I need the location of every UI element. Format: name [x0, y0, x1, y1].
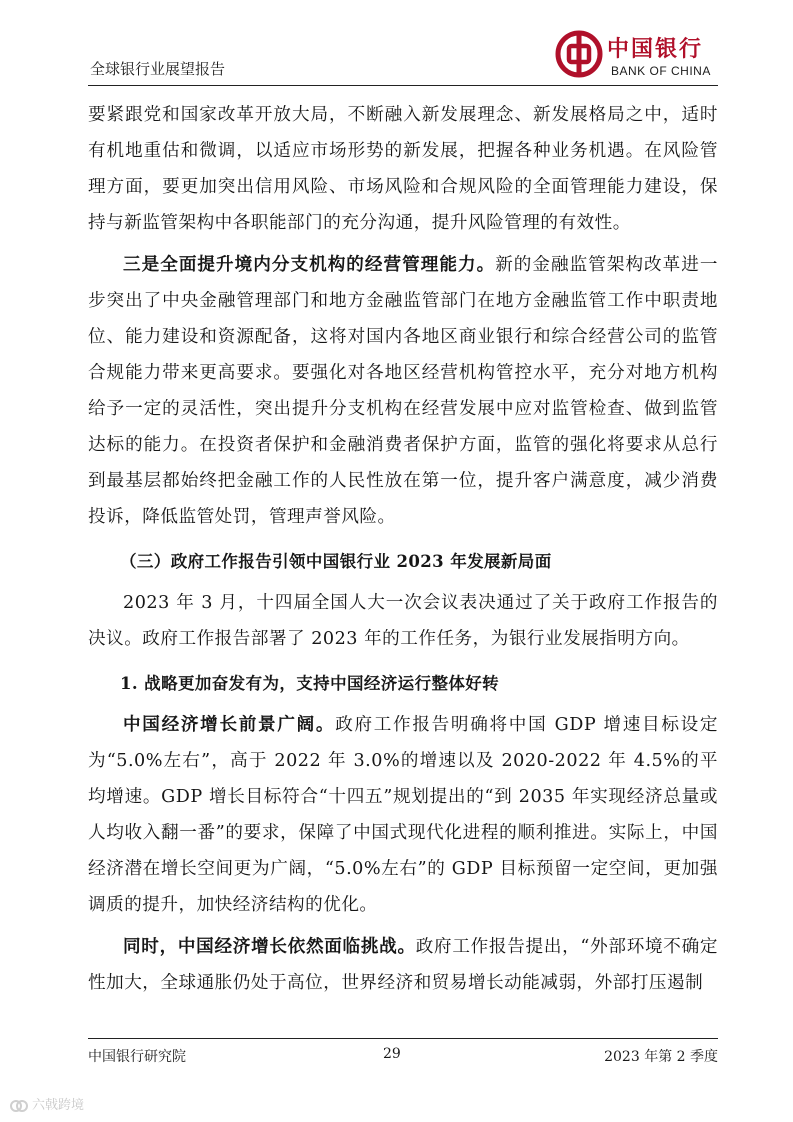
- paragraph-risk-management: 要紧跟党和国家改革开放大局，不断融入新发展理念、新发展格局之中，适时有机地重估和微调，以适应市场形势的新发展，把握各种业务机遇。在风险管理方面，要更加突出信用风险、市场风险和合规风险的全面管理能力建设，保持与新监管架构中各职能部门的充分沟通，提升风险管理的有效性。: [88, 105, 718, 233]
- paragraph-body: 政府工作报告明确将中国 GDP 增速目标设定为“5.0%左右”，高于 2022 年 3.0%的增速以及 2020-2022 年 4.5%的平均增速。GDP 增长目标符合“十四五”规划提出的“到 2035 年实现经济总量或人均收入翻一番”的要求，保障了中国式现代化进程的顺利推进。实际上，中国经济潜在增长空间更为广阔，“5.0%左右”的 GDP 目标预留一定空间，更加强调质的提升，加快经济结构的优化。: [88, 715, 718, 915]
- report-body: [88, 97, 718, 1001]
- paragraph-body: 政府工作报告提出，“外部环境不确定性加大，全球通胀仍处于高位，世界经济和贸易增长动能减弱，外部打压遏制: [88, 937, 718, 993]
- logo-english-name: BANK OF CHINA: [611, 64, 711, 78]
- bank-logo: [555, 30, 715, 82]
- section-heading: （三）政府工作报告引领中国银行业 2023 年发展新局面: [120, 552, 552, 571]
- paragraph-branch-management: [88, 247, 718, 535]
- footer-institution: 中国银行研究院: [88, 1049, 186, 1065]
- watermark: [10, 1094, 84, 1113]
- footer-divider: [88, 1038, 718, 1039]
- paragraph-body: 新的金融监管架构改革进一步突出了中央金融管理部门和地方金融监管部门在地方金融监管工作中职责地位、能力建设和资源配备，这将对国内各地区商业银行和综合经营公司的监管合规能力带来更高要求。要强化对各地区经营机构管控水平，充分对地方机构给予一定的灵活性，突出提升分支机构在经营发展中应对监管检查、做到监管达标的能力。在投资者保护和金融消费者保护方面，监管的强化将要求从总行到最基层都始终把金融工作的人民性放在第一位，提升客户满意度，减少消费投诉，降低监管处罚，管理声誉风险。: [88, 255, 718, 527]
- header-divider: [88, 85, 718, 86]
- watermark-logo-icon: [10, 1099, 28, 1113]
- watermark-text: 六戟跨境: [32, 1098, 85, 1113]
- paragraph-lead-bold: 中国经济增长前景广阔。: [123, 714, 336, 735]
- logo-chinese-name: 中国银行: [607, 36, 704, 62]
- subsection-heading: 1. 战略更加奋发有为，支持中国经济运行整体好转: [120, 674, 500, 693]
- paragraph-lead-bold: 同时，中国经济增长依然面临挑战。: [123, 936, 416, 957]
- page-number: 29: [383, 1046, 401, 1062]
- paragraph-growth-outlook: [88, 707, 718, 923]
- bank-emblem-icon: [555, 30, 603, 78]
- paragraph-lead-bold: 三是全面提升境内分支机构的经营管理能力。: [123, 254, 496, 275]
- footer-quarter: 2023 年第 2 季度: [604, 1049, 718, 1065]
- paragraph-challenges: [88, 929, 718, 1001]
- report-title: 全球银行业展望报告: [90, 60, 226, 78]
- paragraph-work-report: 2023 年 3 月，十四届全国人大一次会议表决通过了关于政府工作报告的决议。政府工作报告部署了 2023 年的工作任务，为银行业发展指明方向。: [88, 593, 718, 649]
